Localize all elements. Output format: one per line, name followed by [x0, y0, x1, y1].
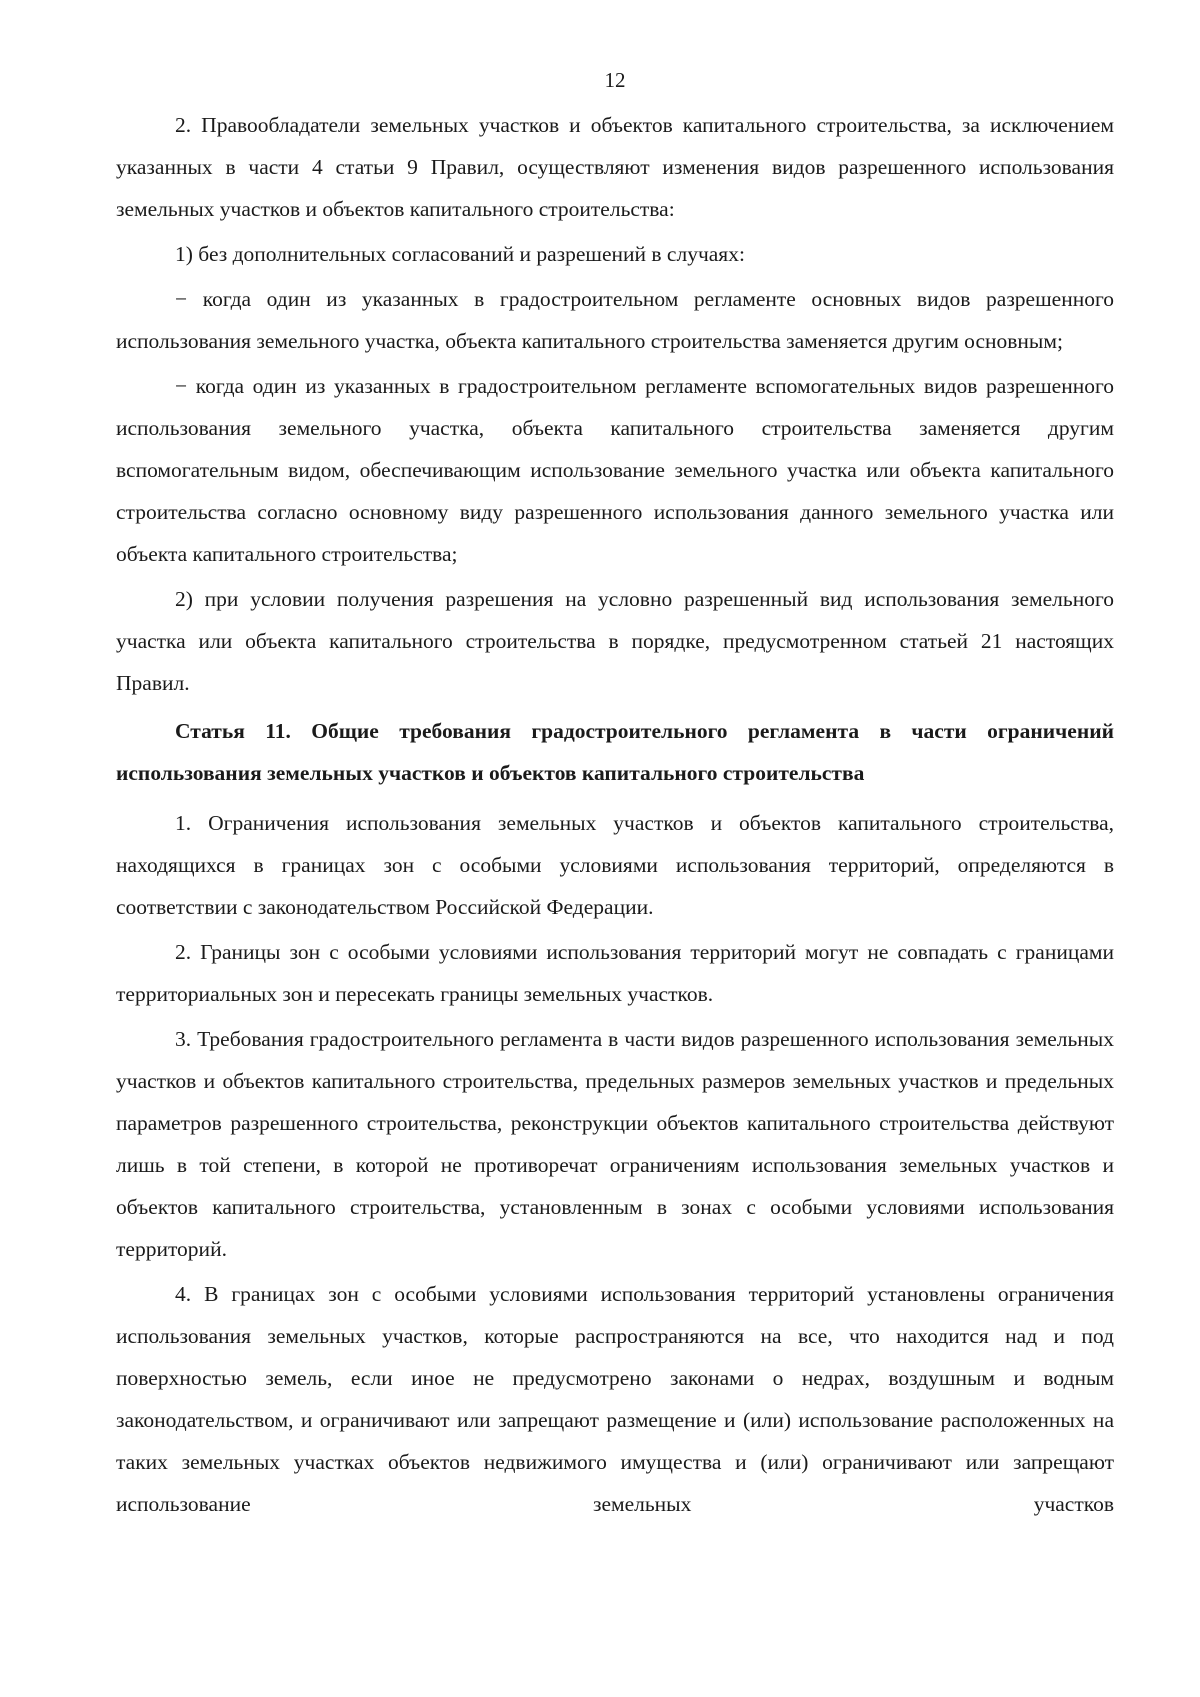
paragraph-restrictions-defined: 1. Ограничения использования земельных участков и объектов капитального строительства, находящихся в границах зон с особыми условиями использования территорий, определяются в соответствии с законодательством Российской Федерации. — [116, 811, 1114, 919]
paragraph-conditional-permit: 2) при условии получения разрешения на условно разрешенный вид использования земельного участка или объекта капитального строительства в порядке, предусмотренном статьей 21 настоящих Правил. — [116, 587, 1114, 695]
paragraph-zone-borders: 2. Границы зон с особыми условиями использования территорий могут не совпадать с границами территориальных зон и пересекать границы земельных участков. — [116, 940, 1114, 1006]
paragraph-main-use-replaced: − когда один из указанных в градостроительном регламенте основных видов разрешенного использования земельного участка, объекта капитального строительства заменяется другим основным; — [116, 287, 1114, 353]
article-11-heading: Статья 11. Общие требования градостроительного регламента в части ограничений использования земельных участков и объектов капитального строительства — [116, 719, 1114, 785]
paragraph-without-approvals: 1) без дополнительных согласований и разрешений в случаях: — [175, 242, 745, 266]
paragraph-zone-restrictions: 4. В границах зон с особыми условиями использования территорий установлены ограничения использования земельных участков, которые распространяются на все, что находится над и под поверхностью земель, если иное не предусмотрено законами о недрах, воздушным и водным законодательством, и ограничивают или запрещают размещение и (или) использование расположенных на таких земельных участках объектов недвижимого имущества и (или) ограничивают или запрещают использование земельных участков — [116, 1282, 1114, 1516]
page-number: 12 — [604, 68, 626, 92]
paragraph-rightholders-changes: 2. Правообладатели земельных участков и объектов капитального строительства, за исключением указанных в части 4 статьи 9 Правил, осуществляют изменения видов разрешенного использования земельных участков и объектов капитального строительства: — [116, 113, 1114, 221]
paragraph-auxiliary-use-replaced: − когда один из указанных в градостроительном регламенте вспомогательных видов разрешенного использования земельного участка, объекта капитального строительства заменяется другим вспомогательным видом, обеспечивающим использование земельного участка или объекта капитального строительства согласно основному виду разрешенного использования данного земельного участка или объекта капитального строительства; — [116, 374, 1114, 566]
paragraph-regulation-requirements: 3. Требования градостроительного регламента в части видов разрешенного использования земельных участков и объектов капитального строительства, предельных размеров земельных участков и предельных параметров разрешенного строительства, реконструкции объектов капитального строительства действуют лишь в той степени, в которой не противоречат ограничениям использования земельных участков и объектов капитального строительства, установленным в зонах с особыми условиями использования территорий. — [116, 1027, 1114, 1261]
